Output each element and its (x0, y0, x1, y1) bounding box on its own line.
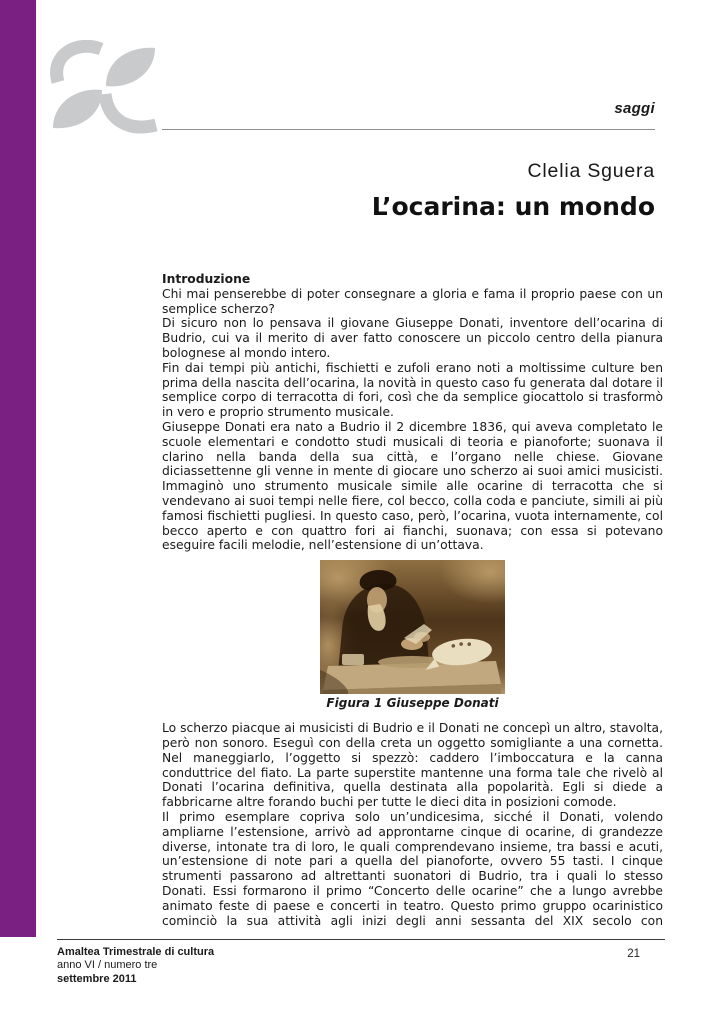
paragraph: Fin dai tempi più antichi, fischietti e zufoli erano noti a moltissime culture ben prima della nascita dell’ocarina, la novità in questo caso fu generata dal dotare il semplice corpo di terracotta di fori, così che da semplice giocattolo si trasformò in vero e proprio strumento musicale. (162, 360, 663, 420)
amaltea-logo-icon (48, 40, 160, 136)
footer-date: settembre 2011 (57, 972, 137, 985)
page-number: 21 (627, 948, 640, 960)
article-heading: Introduzione (162, 272, 251, 286)
footer (57, 946, 214, 986)
figure-caption: Figura 1 Giuseppe Donati (326, 696, 499, 711)
section-label: saggi (614, 100, 655, 117)
article-body (162, 272, 663, 938)
accent-bar (0, 0, 36, 937)
donati-photo (320, 560, 505, 694)
paragraph: Giuseppe Donati era nato a Budrio il 2 dicembre 1836, qui aveva completato le scuole elementari e condotto studi musicali di teoria e pianoforte; suonava il clarino nella banda della sua città, e l’organo nelle chiese. Giovane diciassettenne gli venne in mente di giocare uno scherzo ai suoi amici musicisti. Immaginò uno strumento musicale simile alle ocarine di terracotta che si vendevano ai suoi tempi nelle fiere, col becco, colla coda e panciute, simili ai più famosi fischietti pugliesi. In questo caso, però, l’ocarina, vuota internamente, col becco aperto e con quattro fori ai fianchi, suonava; con essa si potevano eseguire facili melodie, nell’estensione di un’ottava. (162, 419, 663, 553)
article-title: L’ocarina: un mondo (371, 192, 655, 221)
footer-rule (57, 939, 665, 940)
paragraph: Lo scherzo piacque ai musicisti di Budrio e il Donati ne concepì un altro, stavolta, però non sonoro. Eseguì con della creta un oggetto somigliante a una cornetta. Nel maneggiarlo, l’oggetto si spezzò: caddero l’imboccatura e la canna conduttrice del fiato. La parte superstite mantenne una forma tale che rivelò al Donati l’ocarina definitiva, quella destinata alla popolarità. Egli si diede a fabbricarne altre forando buchi per tutte le dieci dita in posizioni comode. (162, 721, 663, 810)
paragraph: Chi mai penserebbe di poter consegnare a gloria e fama il proprio paese con un semplice scherzo? (162, 286, 663, 316)
paragraph: Il primo esemplare copriva solo un’undicesima, sicché il Donati, volendo ampliarne l’estensione, arrivò ad approntarne cinque di ocarine, di grandezze diverse, intonate tra di loro, le quali comprendevano insieme, tra bassi e acuti, un’estensione di note pari a quella del pianoforte, ovvero 55 tasti. I cinque strumenti passarono ad altrettanti suonatori di Budrio, tra i quali lo stesso Donati. Essi formarono il primo “Concerto delle ocarine” che a lungo avrebbe animato feste di paese e concerti in teatro. Questo primo gruppo ocarinistico cominciò la sua attività agli inizi degli anni sessanta del XIX secolo con (162, 809, 663, 928)
footer-issue: anno VI / numero tre (57, 959, 158, 972)
amaltea-logo (48, 40, 160, 136)
figure-donati (320, 560, 505, 710)
header-rule (162, 129, 655, 130)
paragraph: Di sicuro non lo pensava il giovane Giuseppe Donati, inventore dell’ocarina di Budrio, cui va il merito di aver fatto conoscere un piccolo centro della pianura bolognese al mondo intero. (162, 316, 663, 360)
author-name: Clelia Sguera (527, 160, 655, 182)
footer-journal-title: Amaltea Trimestrale di cultura (57, 946, 215, 958)
